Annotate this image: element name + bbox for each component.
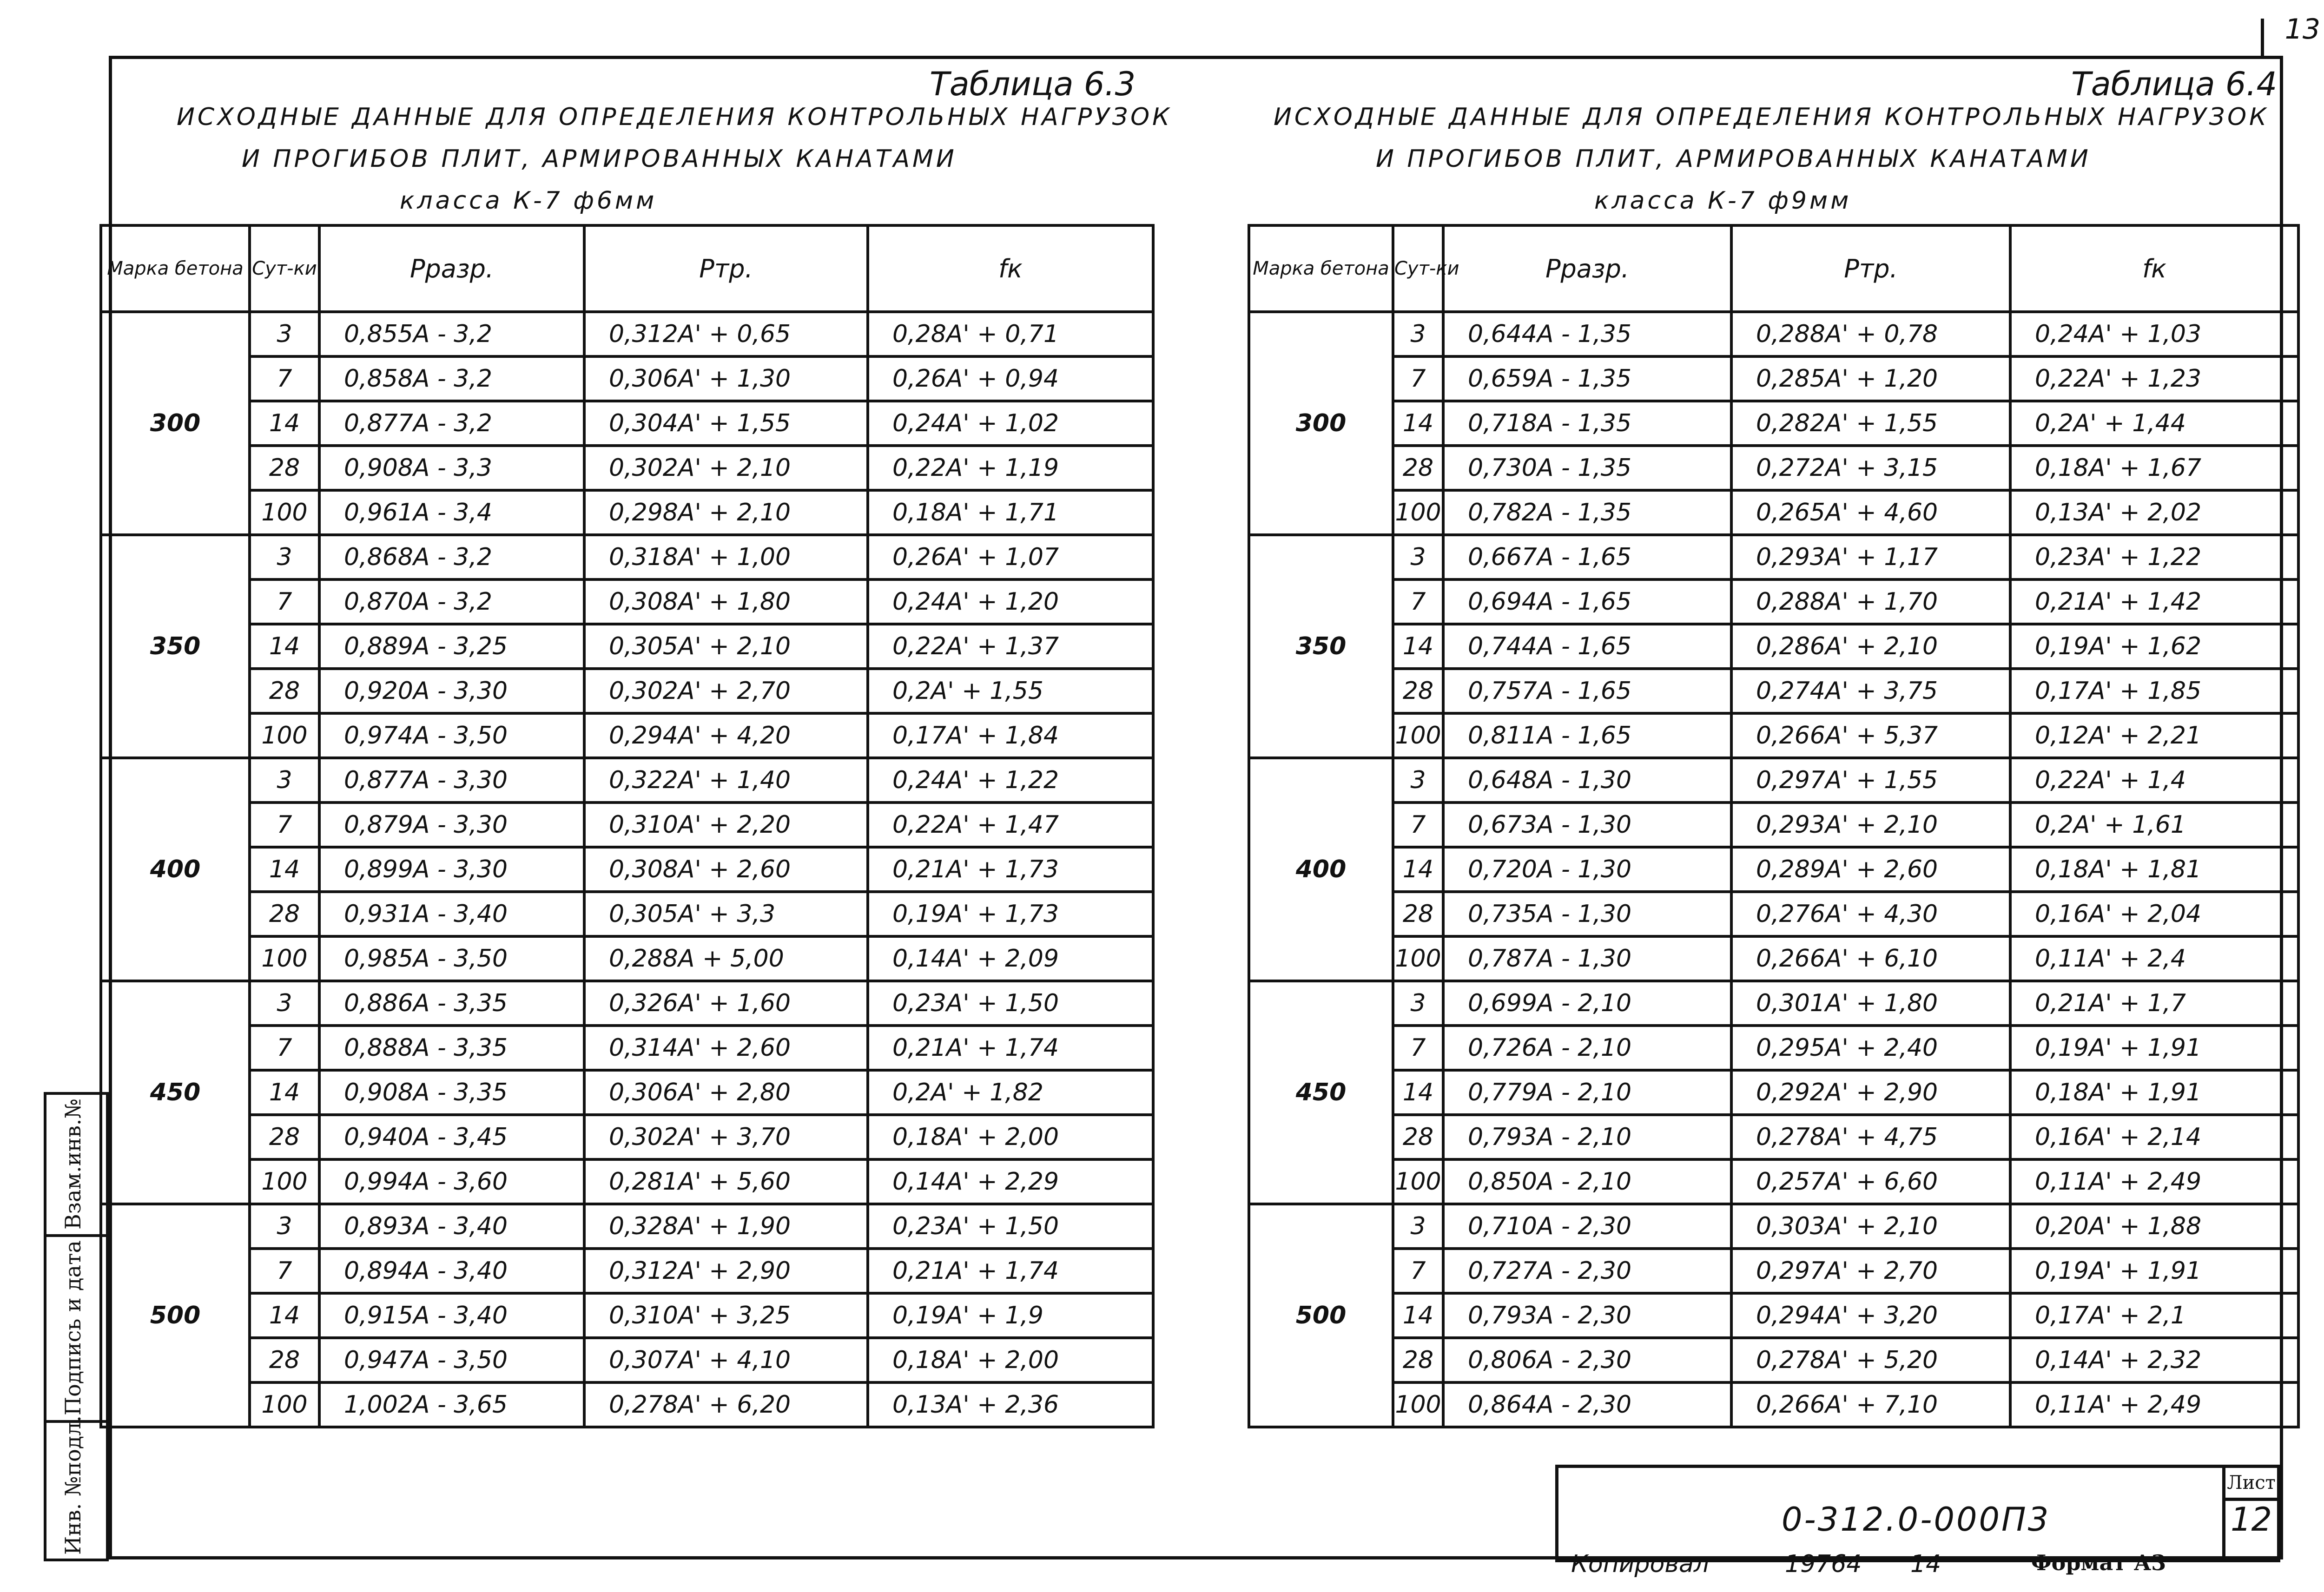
left-table-caption-2: И ПРОГИБОВ ПЛИТ, АРМИРОВАННЫХ КАНАТАМИ [242,145,957,173]
concrete-grade-cell: 400 [1249,758,1393,981]
p-tr-cell: 0,306A' + 2,80 [584,1070,868,1115]
f-k-cell: 0,19A' + 1,62 [2010,624,2298,669]
days-cell: 3 [1393,1204,1443,1249]
concrete-grade-cell: 450 [1249,981,1393,1204]
concrete-grade-cell: 300 [1249,312,1393,535]
side-stamp-label-replace: Взам.инв.№ [60,1098,86,1230]
p-tr-cell: 0,294A' + 4,20 [584,713,868,758]
table-row [1249,847,2298,892]
table-row [101,624,1153,669]
days-cell: 100 [1393,936,1443,981]
f-k-cell: 0,21A' + 1,74 [868,1249,1153,1293]
p-tr-cell: 0,266A' + 7,10 [1731,1382,2010,1427]
concrete-grade-cell: 400 [101,758,250,981]
days-cell: 14 [250,847,319,892]
sheet-label: Лист [2225,1468,2277,1501]
p-tr-cell: 0,288A + 5,00 [584,936,868,981]
f-k-cell: 0,21A' + 1,7 [2010,981,2298,1026]
days-cell: 28 [1393,669,1443,713]
p-razr-cell: 0,811A - 1,65 [1443,713,1731,758]
days-cell: 28 [250,669,319,713]
table-row [101,356,1153,401]
f-k-cell: 0,24A' + 1,02 [868,401,1153,446]
table-row [101,1293,1153,1338]
p-razr-cell: 0,710A - 2,30 [1443,1204,1731,1249]
p-razr-cell: 0,659A - 1,35 [1443,356,1731,401]
f-k-cell: 0,18A' + 1,81 [2010,847,2298,892]
f-k-cell: 0,22A' + 1,47 [868,803,1153,847]
days-cell: 28 [250,892,319,936]
f-k-cell: 0,23A' + 1,50 [868,1204,1153,1249]
p-tr-cell: 0,293A' + 1,17 [1731,535,2010,579]
right-table-caption-2: И ПРОГИБОВ ПЛИТ, АРМИРОВАННЫХ КАНАТАМИ [1376,145,2091,173]
table-row [1249,803,2298,847]
days-cell: 3 [1393,535,1443,579]
header-concrete-grade: Марка бетона [1249,225,1393,312]
p-razr-cell: 0,974A - 3,50 [319,713,584,758]
f-k-cell: 0,16A' + 2,14 [2010,1115,2298,1159]
concrete-grade-cell: 500 [1249,1204,1393,1427]
days-cell: 28 [250,446,319,490]
p-tr-cell: 0,285A' + 1,20 [1731,356,2010,401]
concrete-grade-cell: 500 [101,1204,250,1427]
left-data-table [99,224,1155,1428]
table-row [101,669,1153,713]
days-cell: 7 [250,356,319,401]
concrete-grade-cell: 450 [101,981,250,1204]
f-k-cell: 0,2A' + 1,61 [2010,803,2298,847]
concrete-grade-cell: 350 [1249,535,1393,758]
f-k-cell: 0,16A' + 2,04 [2010,892,2298,936]
f-k-cell: 0,13A' + 2,36 [868,1382,1153,1427]
p-razr-cell: 0,730A - 1,35 [1443,446,1731,490]
days-cell: 14 [250,1070,319,1115]
p-tr-cell: 0,304A' + 1,55 [584,401,868,446]
f-k-cell: 0,2A' + 1,44 [2010,401,2298,446]
f-k-cell: 0,22A' + 1,37 [868,624,1153,669]
p-razr-cell: 0,877A - 3,2 [319,401,584,446]
table-row [1249,624,2298,669]
header-days: Сут-ки [250,225,319,312]
header-concrete-grade: Марка бетона [101,225,250,312]
days-cell: 28 [1393,446,1443,490]
p-tr-cell: 0,289A' + 2,60 [1731,847,2010,892]
p-tr-cell: 0,293A' + 2,10 [1731,803,2010,847]
p-razr-cell: 0,961A - 3,4 [319,490,584,535]
f-k-cell: 0,13A' + 2,02 [2010,490,2298,535]
p-tr-cell: 0,307A' + 4,10 [584,1338,868,1382]
f-k-cell: 0,17A' + 1,85 [2010,669,2298,713]
p-tr-cell: 0,292A' + 2,90 [1731,1070,2010,1115]
right-table-caption-1: ИСХОДНЫЕ ДАННЫЕ ДЛЯ ОПРЕДЕЛЕНИЯ КОНТРОЛЬНЫХ НАГРУЗОК [1274,103,2269,131]
right-table-caption-3: класса К-7 ф9мм [1594,187,1852,215]
table-row [1249,1026,2298,1070]
days-cell: 14 [1393,1070,1443,1115]
p-tr-cell: 0,294A' + 3,20 [1731,1293,2010,1338]
p-tr-cell: 0,328A' + 1,90 [584,1204,868,1249]
table-row [101,1159,1153,1204]
days-cell: 7 [1393,579,1443,624]
days-cell: 7 [1393,356,1443,401]
p-razr-cell: 0,908A - 3,3 [319,446,584,490]
days-cell: 7 [1393,803,1443,847]
days-cell: 3 [250,758,319,803]
f-k-cell: 0,24A' + 1,22 [868,758,1153,803]
days-cell: 28 [250,1338,319,1382]
p-razr-cell: 0,994A - 3,60 [319,1159,584,1204]
f-k-cell: 0,18A' + 2,00 [868,1115,1153,1159]
table-row [101,1382,1153,1427]
right-data-table [1248,224,2300,1428]
p-tr-cell: 0,306A' + 1,30 [584,356,868,401]
table-row [101,446,1153,490]
p-tr-cell: 0,278A' + 5,20 [1731,1338,2010,1382]
f-k-cell: 0,11A' + 2,4 [2010,936,2298,981]
table-row [101,713,1153,758]
p-razr-cell: 0,850A - 2,10 [1443,1159,1731,1204]
table-row [101,758,1153,803]
table-row [101,803,1153,847]
f-k-cell: 0,21A' + 1,73 [868,847,1153,892]
p-razr-cell: 0,644A - 1,35 [1443,312,1731,356]
table-row [1249,1293,2298,1338]
p-razr-cell: 0,877A - 3,30 [319,758,584,803]
table-row [1249,1338,2298,1382]
p-tr-cell: 0,322A' + 1,40 [584,758,868,803]
right-table-number: Таблица 6.4 [2071,65,2278,103]
f-k-cell: 0,23A' + 1,22 [2010,535,2298,579]
days-cell: 7 [1393,1249,1443,1293]
left-table-caption-3: класса К-7 ф6мм [400,187,657,215]
days-cell: 3 [1393,981,1443,1026]
f-k-cell: 0,17A' + 1,84 [868,713,1153,758]
p-razr-cell: 0,920A - 3,30 [319,669,584,713]
p-tr-cell: 0,288A' + 1,70 [1731,579,2010,624]
f-k-cell: 0,2A' + 1,82 [868,1070,1153,1115]
table-row [101,847,1153,892]
p-tr-cell: 0,303A' + 2,10 [1731,1204,2010,1249]
table-row [1249,669,2298,713]
days-cell: 14 [250,401,319,446]
table-row [1249,1070,2298,1115]
days-cell: 14 [1393,1293,1443,1338]
f-k-cell: 0,21A' + 1,74 [868,1026,1153,1070]
f-k-cell: 0,28A' + 0,71 [868,312,1153,356]
days-cell: 7 [250,803,319,847]
p-razr-cell: 0,908A - 3,35 [319,1070,584,1115]
p-razr-cell: 0,947A - 3,50 [319,1338,584,1382]
p-tr-cell: 0,314A' + 2,60 [584,1026,868,1070]
p-razr-cell: 0,787A - 1,30 [1443,936,1731,981]
table-row [101,1070,1153,1115]
p-razr-cell: 0,793A - 2,30 [1443,1293,1731,1338]
p-razr-cell: 0,718A - 1,35 [1443,401,1731,446]
p-tr-cell: 0,298A' + 2,10 [584,490,868,535]
p-tr-cell: 0,265A' + 4,60 [1731,490,2010,535]
p-tr-cell: 0,276A' + 4,30 [1731,892,2010,936]
footer-number: 19764 [1785,1550,1862,1578]
header-p-razr: Pразр. [1443,225,1731,312]
days-cell: 7 [250,1026,319,1070]
p-tr-cell: 0,266A' + 5,37 [1731,713,2010,758]
days-cell: 28 [1393,892,1443,936]
days-cell: 28 [250,1115,319,1159]
header-f-k: fк [868,225,1153,312]
f-k-cell: 0,26A' + 1,07 [868,535,1153,579]
days-cell: 100 [1393,1382,1443,1427]
table-row [101,981,1153,1026]
p-tr-cell: 0,302A' + 2,10 [584,446,868,490]
p-razr-cell: 0,868A - 3,2 [319,535,584,579]
f-k-cell: 0,14A' + 2,32 [2010,1338,2298,1382]
table-row [101,579,1153,624]
f-k-cell: 0,22A' + 1,23 [2010,356,2298,401]
f-k-cell: 0,12A' + 2,21 [2010,713,2298,758]
table-row [1249,892,2298,936]
p-razr-cell: 0,858A - 3,2 [319,356,584,401]
days-cell: 100 [250,1159,319,1204]
f-k-cell: 0,21A' + 1,42 [2010,579,2298,624]
f-k-cell: 0,26A' + 0,94 [868,356,1153,401]
left-table-number: Таблица 6.3 [930,65,1136,103]
f-k-cell: 0,14A' + 2,09 [868,936,1153,981]
table-header-row [101,225,1153,312]
p-razr-cell: 0,864A - 2,30 [1443,1382,1731,1427]
f-k-cell: 0,24A' + 1,03 [2010,312,2298,356]
days-cell: 14 [1393,401,1443,446]
days-cell: 14 [250,1293,319,1338]
p-tr-cell: 0,326A' + 1,60 [584,981,868,1026]
table-row [1249,758,2298,803]
days-cell: 100 [250,713,319,758]
footer-part: 14 [1910,1550,1941,1578]
p-razr-cell: 0,727A - 2,30 [1443,1249,1731,1293]
table-row [1249,1115,2298,1159]
days-cell: 28 [1393,1338,1443,1382]
table-row [101,535,1153,579]
p-tr-cell: 0,305A' + 2,10 [584,624,868,669]
table-row [101,936,1153,981]
p-razr-cell: 0,889A - 3,25 [319,624,584,669]
days-cell: 3 [250,312,319,356]
days-cell: 7 [250,1249,319,1293]
f-k-cell: 0,19A' + 1,91 [2010,1026,2298,1070]
f-k-cell: 0,20A' + 1,88 [2010,1204,2298,1249]
corner-tick [2261,19,2264,56]
side-stamp [44,1092,109,1561]
f-k-cell: 0,18A' + 1,91 [2010,1070,2298,1115]
p-razr-cell: 0,648A - 1,30 [1443,758,1731,803]
p-razr-cell: 0,985A - 3,50 [319,936,584,981]
table-row [101,1338,1153,1382]
concrete-grade-cell: 300 [101,312,250,535]
f-k-cell: 0,17A' + 2,1 [2010,1293,2298,1338]
days-cell: 3 [250,535,319,579]
days-cell: 14 [1393,624,1443,669]
days-cell: 7 [1393,1026,1443,1070]
p-tr-cell: 0,282A' + 1,55 [1731,401,2010,446]
f-k-cell: 0,22A' + 1,19 [868,446,1153,490]
table-header-row [1249,225,2298,312]
p-razr-cell: 1,002A - 3,65 [319,1382,584,1427]
days-cell: 3 [1393,758,1443,803]
days-cell: 100 [250,1382,319,1427]
p-tr-cell: 0,310A' + 2,20 [584,803,868,847]
days-cell: 100 [1393,713,1443,758]
p-razr-cell: 0,855A - 3,2 [319,312,584,356]
document-code: 0-312.0-000П3 [1782,1500,2051,1539]
p-razr-cell: 0,888A - 3,35 [319,1026,584,1070]
p-tr-cell: 0,266A' + 6,10 [1731,936,2010,981]
p-razr-cell: 0,673A - 1,30 [1443,803,1731,847]
p-tr-cell: 0,257A' + 6,60 [1731,1159,2010,1204]
p-razr-cell: 0,782A - 1,35 [1443,490,1731,535]
p-razr-cell: 0,915A - 3,40 [319,1293,584,1338]
p-razr-cell: 0,694A - 1,65 [1443,579,1731,624]
sheet-box [2222,1468,2277,1559]
side-stamp-divider-1 [46,1234,106,1237]
p-razr-cell: 0,667A - 1,65 [1443,535,1731,579]
table-row [101,490,1153,535]
f-k-cell: 0,11A' + 2,49 [2010,1159,2298,1204]
f-k-cell: 0,14A' + 2,29 [868,1159,1153,1204]
side-stamp-label-sign: Подпись и дата [60,1240,86,1415]
days-cell: 100 [250,936,319,981]
days-cell: 14 [250,624,319,669]
table-row [1249,535,2298,579]
table-row [101,892,1153,936]
p-razr-cell: 0,899A - 3,30 [319,847,584,892]
days-cell: 7 [250,579,319,624]
table-row [1249,981,2298,1026]
p-razr-cell: 0,806A - 2,30 [1443,1338,1731,1382]
p-tr-cell: 0,286A' + 2,10 [1731,624,2010,669]
table-row [1249,1159,2298,1204]
p-razr-cell: 0,699A - 2,10 [1443,981,1731,1026]
p-razr-cell: 0,886A - 3,35 [319,981,584,1026]
p-tr-cell: 0,305A' + 3,3 [584,892,868,936]
f-k-cell: 0,18A' + 2,00 [868,1338,1153,1382]
table-row [1249,446,2298,490]
p-razr-cell: 0,720A - 1,30 [1443,847,1731,892]
p-razr-cell: 0,744A - 1,65 [1443,624,1731,669]
p-tr-cell: 0,312A' + 0,65 [584,312,868,356]
p-tr-cell: 0,308A' + 1,80 [584,579,868,624]
table-row [1249,936,2298,981]
table-row [101,401,1153,446]
p-tr-cell: 0,302A' + 3,70 [584,1115,868,1159]
p-tr-cell: 0,297A' + 2,70 [1731,1249,2010,1293]
p-razr-cell: 0,757A - 1,65 [1443,669,1731,713]
p-razr-cell: 0,940A - 3,45 [319,1115,584,1159]
sheet-corner-number: 13 [2284,13,2320,46]
footer-format: Формат А3 [2031,1550,2166,1575]
days-cell: 100 [250,490,319,535]
f-k-cell: 0,11A' + 2,49 [2010,1382,2298,1427]
table-row [1249,1382,2298,1427]
f-k-cell: 0,18A' + 1,67 [2010,446,2298,490]
table-row [101,1249,1153,1293]
side-stamp-label-inv: Инв. №подл. [60,1415,86,1555]
f-k-cell: 0,22A' + 1,4 [2010,758,2298,803]
f-k-cell: 0,24A' + 1,20 [868,579,1153,624]
title-block [1555,1465,2280,1562]
table-row [1249,1204,2298,1249]
p-tr-cell: 0,302A' + 2,70 [584,669,868,713]
p-tr-cell: 0,281A' + 5,60 [584,1159,868,1204]
header-days: Сут-ки [1393,225,1443,312]
table-row [101,312,1153,356]
table-row [1249,1249,2298,1293]
p-tr-cell: 0,272A' + 3,15 [1731,446,2010,490]
concrete-grade-cell: 350 [101,535,250,758]
f-k-cell: 0,18A' + 1,71 [868,490,1153,535]
table-row [101,1026,1153,1070]
f-k-cell: 0,19A' + 1,91 [2010,1249,2298,1293]
f-k-cell: 0,19A' + 1,9 [868,1293,1153,1338]
f-k-cell: 0,2A' + 1,55 [868,669,1153,713]
f-k-cell: 0,19A' + 1,73 [868,892,1153,936]
p-razr-cell: 0,735A - 1,30 [1443,892,1731,936]
days-cell: 3 [250,981,319,1026]
table-row [1249,356,2298,401]
table-row [1249,713,2298,758]
p-tr-cell: 0,301A' + 1,80 [1731,981,2010,1026]
days-cell: 100 [1393,1159,1443,1204]
p-tr-cell: 0,308A' + 2,60 [584,847,868,892]
left-table-caption-1: ИСХОДНЫЕ ДАННЫЕ ДЛЯ ОПРЕДЕЛЕНИЯ КОНТРОЛЬНЫХ НАГРУЗОК [177,103,1172,131]
days-cell: 3 [250,1204,319,1249]
table-row [101,1115,1153,1159]
p-tr-cell: 0,278A' + 6,20 [584,1382,868,1427]
days-cell: 14 [1393,847,1443,892]
p-tr-cell: 0,310A' + 3,25 [584,1293,868,1338]
p-razr-cell: 0,726A - 2,10 [1443,1026,1731,1070]
footer-copied-by: Копировал [1571,1550,1710,1578]
header-p-tr: Pтр. [1731,225,2010,312]
header-p-tr: Pтр. [584,225,868,312]
header-p-razr: Pразр. [319,225,584,312]
days-cell: 28 [1393,1115,1443,1159]
sheet-number: 12 [2230,1500,2272,1539]
p-tr-cell: 0,295A' + 2,40 [1731,1026,2010,1070]
table-row [101,1204,1153,1249]
table-row [1249,579,2298,624]
days-cell: 100 [1393,490,1443,535]
table-row [1249,312,2298,356]
p-tr-cell: 0,312A' + 2,90 [584,1249,868,1293]
p-razr-cell: 0,894A - 3,40 [319,1249,584,1293]
p-tr-cell: 0,318A' + 1,00 [584,535,868,579]
p-razr-cell: 0,879A - 3,30 [319,803,584,847]
header-f-k: fк [2010,225,2298,312]
p-razr-cell: 0,870A - 3,2 [319,579,584,624]
p-razr-cell: 0,793A - 2,10 [1443,1115,1731,1159]
p-tr-cell: 0,288A' + 0,78 [1731,312,2010,356]
p-razr-cell: 0,931A - 3,40 [319,892,584,936]
days-cell: 3 [1393,312,1443,356]
p-tr-cell: 0,297A' + 1,55 [1731,758,2010,803]
table-row [1249,490,2298,535]
p-razr-cell: 0,779A - 2,10 [1443,1070,1731,1115]
f-k-cell: 0,23A' + 1,50 [868,981,1153,1026]
p-tr-cell: 0,278A' + 4,75 [1731,1115,2010,1159]
p-razr-cell: 0,893A - 3,40 [319,1204,584,1249]
p-tr-cell: 0,274A' + 3,75 [1731,669,2010,713]
table-row [1249,401,2298,446]
